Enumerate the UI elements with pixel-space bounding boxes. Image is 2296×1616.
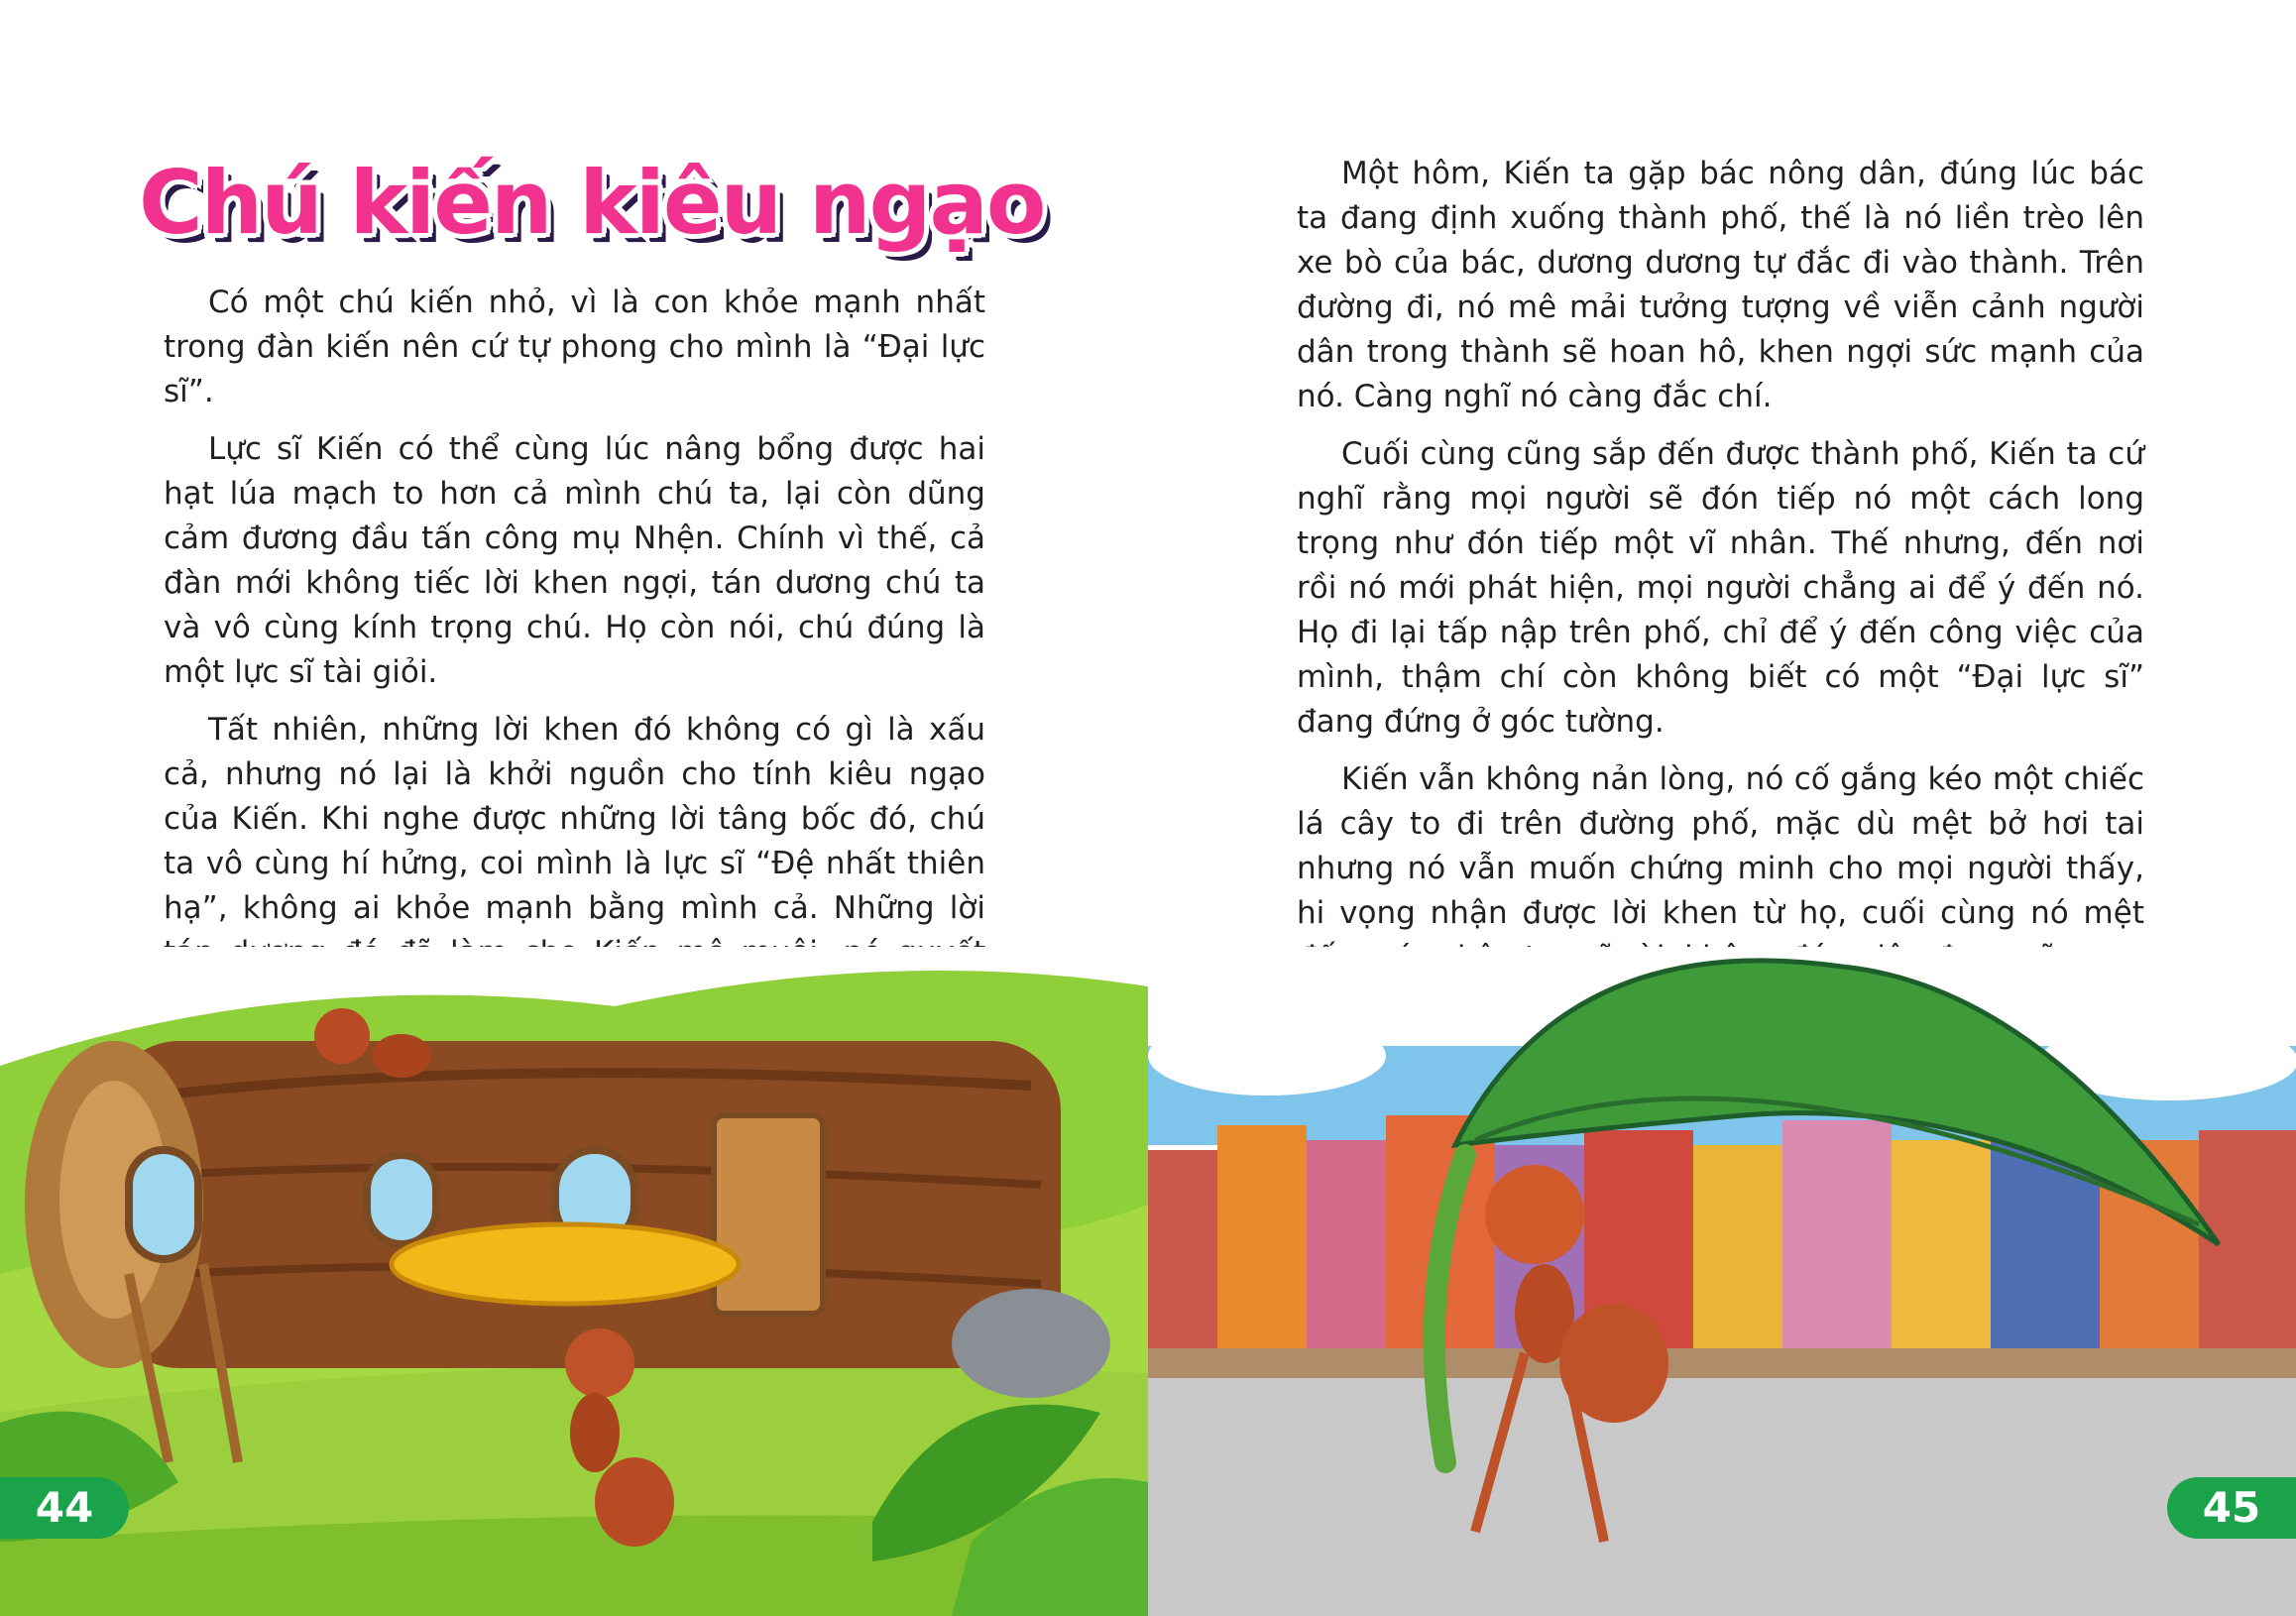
- paragraph: Tất nhiên, những lời khen đó không có gì là xấu cả, nhưng nó lại là khởi nguồn cho tính kiêu ngạo của Kiến. Khi nghe được những lời tâng bốc đó, chú ta vô cùng hí hửng, coi mình là lực sĩ “Đệ nhất thiên hạ”, không ai khỏe mạnh bằng mình cả. Những lời: [164, 712, 985, 926]
- paragraph: Lực sĩ Kiến có thể cùng lúc nâng bổng được hai hạt lúa mạch to hơn cả mình chú ta, lại còn dũng cảm đương đầu tấn công mụ Nhện. Chính vì thế, cả đàn mới không tiếc lời khen ngợi, tán dương chú ta và vô cùng kính trọng chú. Họ còn nói, chú đúng là một lực sĩ tài giỏi.: [164, 431, 985, 690]
- right-page: [1148, 0, 2296, 1616]
- paragraph: Kiến vẫn không nản lòng, nó cố gắng kéo một chiếc lá cây to đi trên đường phố, mặc dù mệt bở hơi tai nhưng nó vẫn muốn chứng minh cho mọi người thấy, hi vọng nhận được lời khen từ họ, cuối cùng nó mệt: [1297, 761, 2144, 931]
- city-street-illustration: [1148, 947, 2296, 1616]
- paragraph: Có một chú kiến nhỏ, vì là con khỏe mạnh nhất trong đàn kiến nên cứ tự phong cho mình là “Đại lực sĩ”.: [164, 285, 985, 409]
- paragraph: Cuối cùng cũng sắp đến được thành phố, Kiến ta cứ nghĩ rằng mọi người sẽ đón tiếp nó một cách long trọng như đón tiếp một vĩ nhân. Thế nhưng, đến nơi rồi nó mới phát hiện, mọi người chẳng ai để ý đến nó. Họ đi lại tấp nập trên phố, chỉ để ý đến công việc của mình, thậm chí còn không biết có một “Đại lực sĩ” đang đứng ở góc tường.: [1297, 436, 2144, 740]
- paragraph: Một hôm, Kiến ta gặp bác nông dân, đúng lúc bác ta đang định xuống thành phố, thế là nó liền trèo lên xe bò của bác, dương dương tự đắc đi vào thành. Trên đường đi, nó mê mải tưởng tượng về viễn cảnh người dân trong thành sẽ hoan hô, khen ngợi sức mạnh của nó. Càng nghĩ nó càng đắc chí.: [1297, 156, 2144, 414]
- ant-colony-illustration: [0, 947, 1148, 1616]
- page-number-left: 44: [0, 1477, 129, 1539]
- story-text-right: [1297, 152, 2144, 993]
- story-title: Chú kiến kiêu ngạo: [139, 152, 1045, 254]
- page-number-right: 45: [2167, 1477, 2296, 1539]
